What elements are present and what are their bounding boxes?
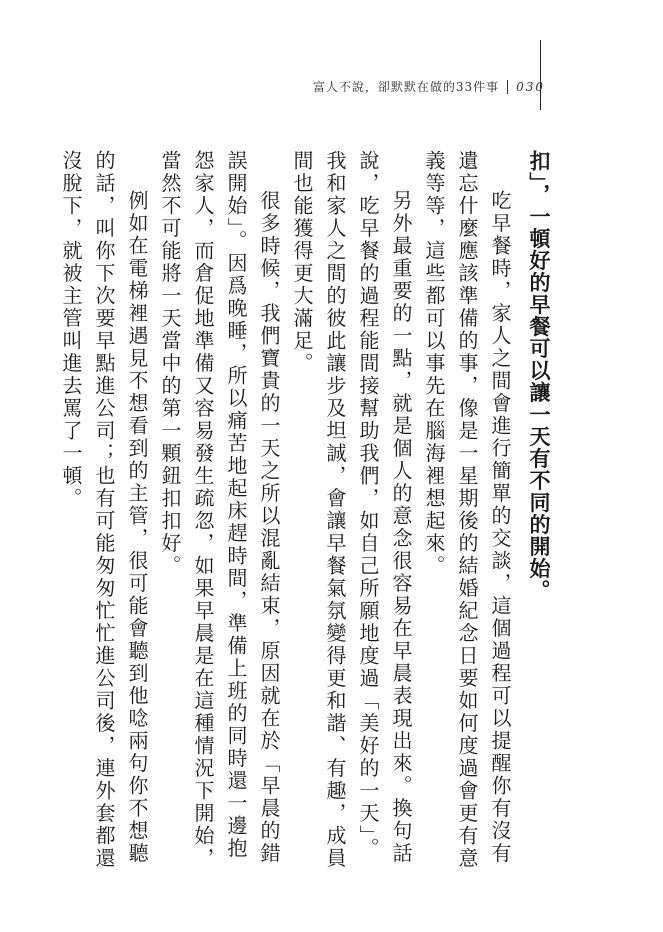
paragraph-3: 很多時候，我們寶貴的一天之所以混亂結束，原因就在於「早晨的錯誤開始」。因爲晚睡，所以痛苦地起床趕時間，準備上班的同時還一邊抱怨家人，而倉促地準備又容易發生疏忽，如果早晨是在這種情況下開始，當然不可能將一天當中的第一顆鈕扣扣好。 [158, 150, 281, 870]
running-header [313, 78, 545, 95]
header-rule [540, 40, 541, 110]
header-separator [507, 80, 508, 94]
paragraph-2: 另外最重要的一點，就是個人的意念很容易在早晨表現出來。換句話說，吃早餐的過程能間接幫助我們，如自己所願地度過「美好的一天」。我和家人之間的彼此讓步及坦誠，會讓早餐氣氛變得更和諧、有趣，成員間也能獲得更大滿足。 [290, 150, 413, 870]
paragraph-1: 吃早餐時，家人之間會進行簡單的交談，這個過程可以提醒你有沒有遺忘什麼應該準備的事，像是一星期後的結婚紀念日要如何度過會更有意義等等，這些都可以事先在腦海裡想起來。 [422, 150, 512, 870]
section-heading: 扣」，一頓好的早餐可以讓一天有不同的開始。 [527, 150, 551, 602]
page-number: 030 [516, 79, 545, 94]
paragraph-4: 例如在電梯裡遇見不想看到的主管，很可能會聽到他唸兩句你不想聽的話，叫你下次要早點進公司；也有可能匆匆忙忙進公司後，連外套都還沒脫下，就被主管叫進去罵了一頓。 [59, 150, 149, 870]
book-title: 富人不說，卻默默在做的33件事 [312, 80, 500, 94]
body-text [59, 150, 555, 870]
